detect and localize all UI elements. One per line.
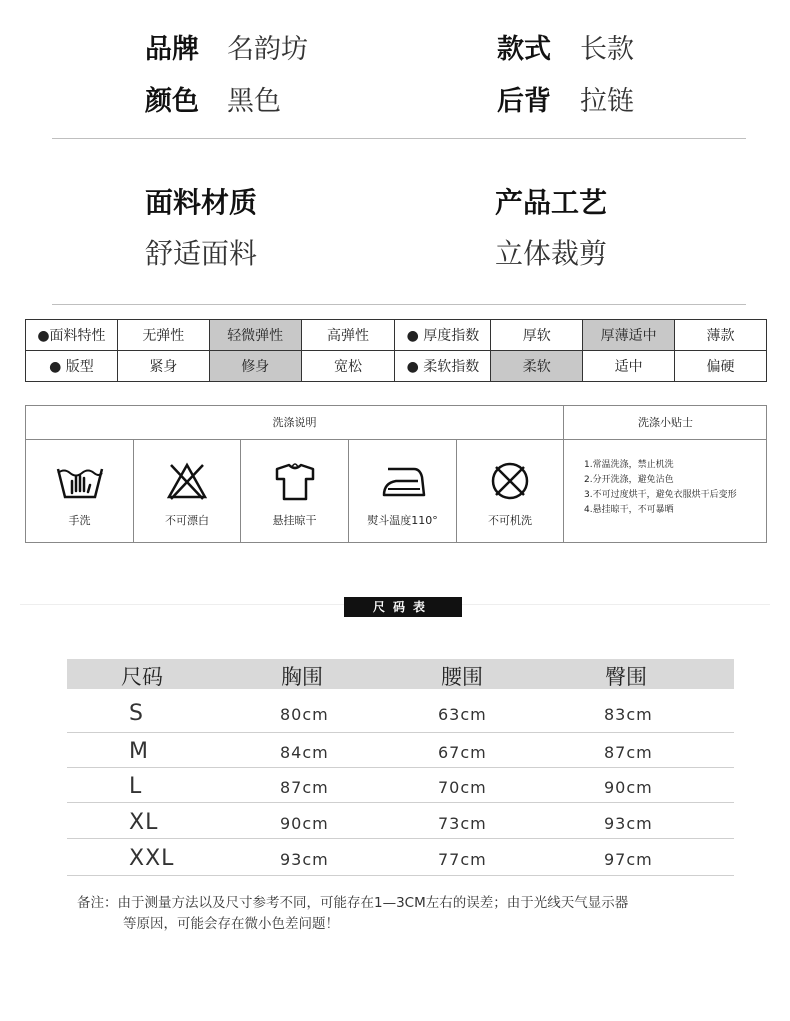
property-option-selected: 轻微弹性	[209, 320, 301, 351]
hand-wash-icon	[55, 461, 105, 501]
wash-instructions	[25, 405, 767, 543]
wash-title: 洗涤说明	[26, 406, 563, 440]
table-cell: 70cm	[438, 778, 487, 797]
property-option: 紧身	[117, 351, 209, 382]
table-cell: 84cm	[280, 743, 329, 762]
wash-item-label: 熨斗温度110°	[367, 514, 438, 527]
table-cell: 87cm	[604, 743, 653, 762]
note	[77, 893, 628, 935]
wash-item-label: 不可漂白	[165, 514, 209, 527]
no-machine-wash-icon	[488, 461, 532, 501]
tip-item: 4.悬挂晾干，不可暴晒	[584, 505, 674, 515]
table-cell: 63cm	[438, 705, 487, 724]
divider	[52, 304, 746, 305]
craft-label: 产品工艺	[495, 186, 608, 219]
craft-value: 立体裁剪	[495, 237, 608, 270]
color-label: 颜色	[145, 86, 199, 117]
back-value: 拉链	[580, 86, 634, 117]
property-option: 偏硬	[675, 351, 767, 382]
divider	[52, 138, 746, 139]
column-header: 臀围	[605, 665, 647, 689]
table-cell: 97cm	[604, 850, 653, 869]
size-cell: S	[129, 701, 144, 726]
size-cell: XL	[129, 810, 159, 835]
table-row	[26, 351, 767, 382]
wash-item	[349, 439, 456, 542]
divider	[67, 802, 734, 803]
table-cell: 73cm	[438, 814, 487, 833]
wash-item-label: 悬挂晾干	[272, 514, 317, 527]
table-cell: 93cm	[604, 814, 653, 833]
brand-label: 品牌	[145, 34, 199, 65]
properties-table	[25, 319, 767, 382]
property-option: 高弹性	[301, 320, 395, 351]
wash-item	[457, 439, 563, 542]
divider	[67, 875, 734, 876]
size-cell: L	[129, 774, 143, 799]
table-cell: 90cm	[604, 778, 653, 797]
no-bleach-icon	[165, 461, 209, 501]
table-cell: 80cm	[280, 705, 329, 724]
table-cell: 83cm	[604, 705, 653, 724]
size-chart-title: 尺码表	[344, 597, 462, 617]
table-cell: 67cm	[438, 743, 487, 762]
property-option-selected: 柔软	[491, 351, 583, 382]
divider	[67, 767, 734, 768]
column-header: 腰围	[441, 665, 483, 689]
divider	[67, 732, 734, 733]
style-label: 款式	[497, 34, 551, 65]
wash-tips-title: 洗涤小贴士	[563, 406, 767, 440]
property-option: 适中	[583, 351, 675, 382]
tip-item: 3.不可过度烘干，避免衣服烘干后变形	[584, 490, 737, 500]
property-option: 厚软	[491, 320, 583, 351]
property-label: ● 柔软指数	[395, 351, 491, 382]
style-value: 长款	[580, 34, 634, 65]
color-value: 黑色	[227, 86, 281, 117]
property-label: ●面料特性	[26, 320, 118, 351]
property-option: 无弹性	[117, 320, 209, 351]
wash-tips	[584, 458, 737, 518]
size-cell: XXL	[129, 846, 175, 871]
tip-item: 2.分开洗涤，避免沾色	[584, 475, 674, 485]
divider	[563, 439, 564, 542]
table-cell: 77cm	[438, 850, 487, 869]
property-label: ● 版型	[26, 351, 118, 382]
wash-item-label: 手洗	[68, 514, 91, 527]
note-line: 等原因，可能会存在微小色差问题！	[123, 916, 339, 932]
table-cell: 87cm	[280, 778, 329, 797]
wash-item	[241, 439, 348, 542]
property-option: 薄款	[675, 320, 767, 351]
iron-icon	[380, 461, 426, 501]
size-cell: M	[129, 739, 149, 764]
property-option-selected: 厚薄适中	[583, 320, 675, 351]
note-line: 备注：由于测量方法以及尺寸参考不同，可能存在1—3CM左右的误差；由于光线天气显示器	[77, 895, 629, 911]
tip-item: 1.常温洗涤，禁止机洗	[584, 460, 674, 470]
hang-dry-icon	[273, 461, 317, 501]
brand-value: 名韵坊	[227, 34, 308, 65]
wash-item-label: 不可机洗	[488, 514, 532, 527]
wash-item	[26, 439, 133, 542]
fabric-label: 面料材质	[145, 186, 258, 219]
fabric-value: 舒适面料	[145, 237, 258, 270]
table-cell: 93cm	[280, 850, 329, 869]
back-label: 后背	[497, 86, 551, 117]
property-option: 宽松	[301, 351, 395, 382]
property-option-selected: 修身	[209, 351, 301, 382]
table-cell: 90cm	[280, 814, 329, 833]
wash-item	[134, 439, 240, 542]
property-label: ● 厚度指数	[395, 320, 491, 351]
divider	[67, 838, 734, 839]
table-row	[26, 320, 767, 351]
column-header: 尺码	[121, 665, 163, 689]
column-header: 胸围	[281, 665, 323, 689]
